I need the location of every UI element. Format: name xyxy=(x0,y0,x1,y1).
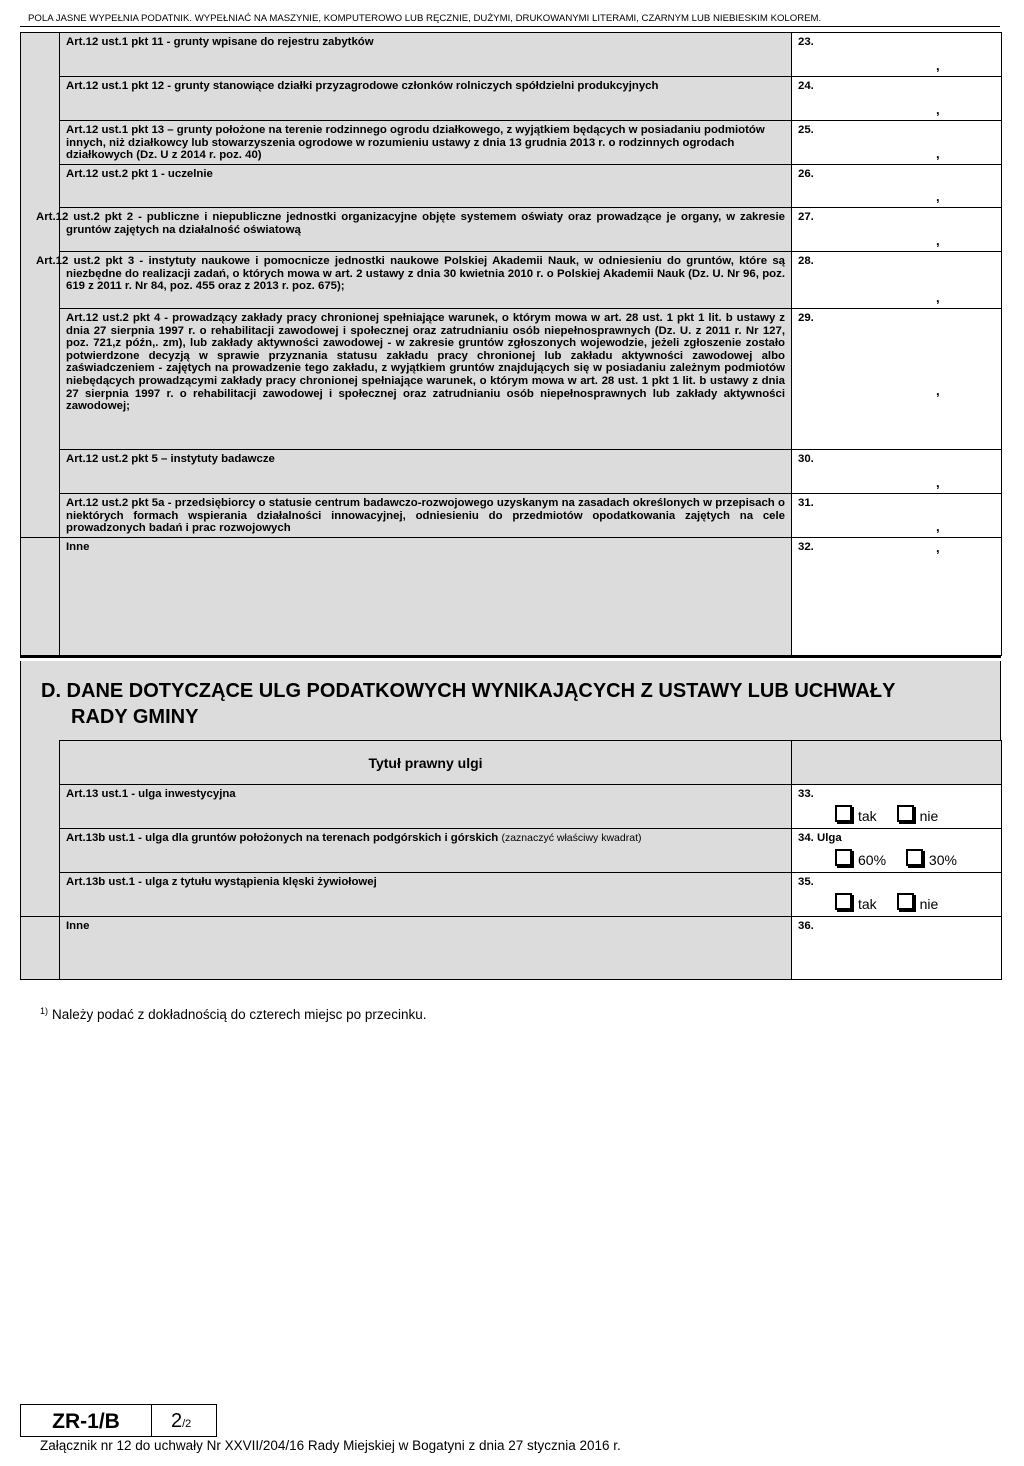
table-row xyxy=(21,494,1002,538)
decimal-separator: , xyxy=(936,475,940,491)
decimal-separator: , xyxy=(936,102,940,118)
field-number: 32. xyxy=(798,541,814,553)
field-27[interactable] xyxy=(792,208,1002,252)
checkbox-icon[interactable] xyxy=(835,805,852,822)
relief-label xyxy=(60,829,792,873)
other-exemption-label: Inne xyxy=(60,538,792,656)
row-gutter xyxy=(21,538,60,656)
exemption-label: Art.12 ust.1 pkt 12 - grunty stanowiące działki przyzagrodowe członków rolniczych spółdzielni produkcyjnych xyxy=(60,77,792,121)
field-28[interactable] xyxy=(792,252,1002,309)
decimal-separator: , xyxy=(936,290,940,306)
option-30[interactable] xyxy=(906,849,957,867)
field-number: 33. xyxy=(798,788,814,800)
exemption-label: Art.12 ust.2 pkt 2 - publiczne i niepubliczne jednostki organizacyjne objęte systemem oświaty oraz prowadzące je organy, w zakresie gruntów zajętych na działalność oświatową xyxy=(60,208,792,252)
field-number: 25. xyxy=(798,124,814,136)
field-number: 23. xyxy=(798,36,814,48)
option-group xyxy=(798,893,995,911)
field-24[interactable] xyxy=(792,77,1002,121)
option-label: 30% xyxy=(928,852,957,868)
table-row xyxy=(21,33,1002,77)
field-number: 34. Ulga xyxy=(798,832,842,844)
exemption-label: Art.12 ust.2 pkt 5a - przedsiębiorcy o statusie centrum badawczo-rozwojowego uzyskanym na zasadach określonych w przepisach o niektórych formach wspierania działalności innowacyjnej, odniesieniu do przedmiotów opodatkowania zajętych na cele prowadzonych badań i prac rozwojowych xyxy=(60,494,792,538)
field-25[interactable] xyxy=(792,121,1002,165)
table-header-row xyxy=(21,741,1002,785)
option-label: nie xyxy=(919,896,939,912)
option-tak[interactable] xyxy=(835,805,877,823)
checkbox-icon[interactable] xyxy=(897,893,914,910)
section-d-title-line2: RADY GMINY xyxy=(71,706,199,728)
section-d-title xyxy=(41,678,981,730)
exemption-label: Art.12 ust.2 pkt 5 – instytuty badawcze xyxy=(60,450,792,494)
relief-label-text: Art.13b ust.1 - ulga dla gruntów położonych na terenach podgórskich i górskich xyxy=(66,832,499,844)
option-group xyxy=(798,805,995,823)
exemption-label: Art.12 ust.2 pkt 4 - prowadzący zakłady pracy chronionej spełniające warunek, o którym mowa w art. 28 ust. 1 pkt 1 lit. b ustawy z dnia 27 sierpnia 1997 r. o rehabilitacji zawodowej i społecznej oraz zatrudnianiu osób niepełnosprawnych (Dz. U. z 2011 r. Nr 127, poz. 721,z późn,. zm), lub zakłady aktywności zawodowej - w zakresie gruntów zgłoszonych wojewodzie, jeżeli zgłoszenie zostało potwierdzone decyzją w sprawie przyznania statusu zakładu pracy chronionej lub zakładu aktywności zawodowej albo zaświadczeniem - zajętych na prowadzenie tego zakładu, z wyjątkiem gruntów znajdujących się w posiadaniu zależnym podmiotów niebędących prowadzącymi zakłady pracy chronionej spełniające warunek, o którym mowa w art. 28 ust. 1 pkt 1 lit. b ustawy z dnia 27 sierpnia 1997 r. o rehabilitacji zawodowej i społecznej oraz zatrudnianiu osób niepełnosprawnych lub zakłady aktywności zawodowej; xyxy=(60,309,792,450)
option-nie[interactable] xyxy=(897,805,939,823)
checkbox-icon[interactable] xyxy=(835,849,852,866)
field-32[interactable] xyxy=(792,538,1002,656)
decimal-separator: , xyxy=(936,540,940,555)
field-number: 28. xyxy=(798,255,814,267)
field-36[interactable] xyxy=(792,917,1002,980)
row-gutter xyxy=(21,741,60,917)
field-number: 27. xyxy=(798,211,814,223)
field-33[interactable] xyxy=(792,785,1002,829)
section-c-exemptions-table xyxy=(20,32,1002,656)
decimal-separator: , xyxy=(936,383,940,398)
other-relief-label: Inne xyxy=(60,917,792,980)
row-gutter xyxy=(21,917,60,980)
table-row xyxy=(21,165,1002,208)
field-number: 31. xyxy=(798,497,814,509)
table-row xyxy=(21,309,1002,450)
exemption-label: Art.12 ust.1 pkt 11 - grunty wpisane do rejestru zabytków xyxy=(60,33,792,77)
field-31[interactable] xyxy=(792,494,1002,538)
decimal-separator: , xyxy=(936,519,940,535)
checkbox-icon[interactable] xyxy=(897,805,914,822)
option-tak[interactable] xyxy=(835,893,877,911)
option-label: 60% xyxy=(858,852,887,868)
checkbox-icon[interactable] xyxy=(906,849,923,866)
column-header-empty xyxy=(792,741,1002,785)
field-number: 24. xyxy=(798,80,814,92)
page-number xyxy=(171,1408,191,1437)
option-60[interactable] xyxy=(835,849,886,867)
table-row xyxy=(21,917,1002,980)
legal-basis-note: Załącznik nr 12 do uchwały Nr XXVII/204/16 Rady Miejskiej w Bogatyni z dnia 27 stycznia 2016 r. xyxy=(40,1438,621,1453)
relief-label: Art.13b ust.1 - ulga z tytułu wystąpienia klęski żywiołowej xyxy=(60,873,792,917)
decimal-separator: , xyxy=(936,58,940,74)
option-group xyxy=(798,849,995,867)
section-d-relief-table xyxy=(20,740,1002,980)
option-label: tak xyxy=(858,896,877,912)
exemption-label: Art.12 ust.2 pkt 1 - uczelnie xyxy=(60,165,792,208)
relief-note: (zaznaczyć właściwy kwadrat) xyxy=(501,832,642,844)
table-row xyxy=(21,208,1002,252)
top-divider xyxy=(20,26,1000,27)
option-label: nie xyxy=(919,808,939,824)
form-instruction: POLA JASNE WYPEŁNIA PODATNIK. WYPEŁNIAĆ NA MASZYNIE, KOMPUTEROWO LUB RĘCZNIE, DUŻYMI, DRUKOWANYMI LITERAMI, CZARNYM LUB NIEBIESKIM KOLOREM. xyxy=(28,13,822,24)
field-number: 29. xyxy=(798,312,814,324)
table-row xyxy=(21,450,1002,494)
decimal-separator: , xyxy=(936,146,940,162)
table-row xyxy=(21,77,1002,121)
field-number: 30. xyxy=(798,453,814,465)
exemption-label: Art.12 ust.1 pkt 13 – grunty położone na terenie rodzinnego ogrodu działkowego, z wyjątkiem będących w posiadaniu podmiotów innych, niż działkowcy lub stowarzyszenia ogrodowe w rozumieniu ustawy z dnia 13 grudnia 2013 r. o rodzinnych ogrodach działkowych (Dz. U z 2014 r. poz. 40) xyxy=(60,121,792,165)
field-26[interactable] xyxy=(792,165,1002,208)
option-nie[interactable] xyxy=(897,893,939,911)
section-d-title-line1: D. DANE DOTYCZĄCE ULG PODATKOWYCH WYNIKAJĄCYCH Z USTAWY LUB UCHWAŁY xyxy=(41,680,896,702)
column-header: Tytuł prawny ulgi xyxy=(60,741,792,785)
page-total: /2 xyxy=(182,1418,192,1430)
field-34[interactable] xyxy=(792,829,1002,873)
form-identifier-box xyxy=(20,1404,217,1437)
table-row xyxy=(21,873,1002,917)
field-30[interactable] xyxy=(792,450,1002,494)
form-code: ZR-1/B xyxy=(21,1405,152,1436)
option-label: tak xyxy=(858,808,877,824)
section-divider xyxy=(20,655,1001,658)
field-29[interactable] xyxy=(792,309,1002,450)
field-23[interactable] xyxy=(792,33,1002,77)
field-number: 36. xyxy=(798,920,814,932)
exemption-label: Art.12 ust.2 pkt 3 - instytuty naukowe i pomocnicze jednostki naukowe Polskiej Akademii Nauk, w odniesieniu do gruntów, które są niezbędne do realizacji zadań, o których mowa w art. 2 ustawy z dnia 30 kwietnia 2010 r. o Polskiej Akademii Nauk (Dz. U. Nr 96, poz. 619 z 2011 r. Nr 84, poz. 455 oraz z 2013 r. poz. 675); xyxy=(60,252,792,309)
field-number: 35. xyxy=(798,876,814,888)
row-gutter xyxy=(21,33,60,538)
table-row xyxy=(21,252,1002,309)
relief-label: Art.13 ust.1 - ulga inwestycyjna xyxy=(60,785,792,829)
footnote xyxy=(40,1006,426,1022)
checkbox-icon[interactable] xyxy=(835,893,852,910)
decimal-separator: , xyxy=(936,189,940,205)
table-row xyxy=(21,121,1002,165)
footnote-text: Należy podać z dokładnością do czterech miejsc po przecinku. xyxy=(52,1007,427,1022)
table-row xyxy=(21,538,1002,656)
table-row xyxy=(21,785,1002,829)
field-number: 26. xyxy=(798,168,814,180)
field-35[interactable] xyxy=(792,873,1002,917)
section-d-header xyxy=(20,661,1001,741)
decimal-separator: , xyxy=(936,233,940,249)
table-row xyxy=(21,829,1002,873)
footnote-marker: 1) xyxy=(40,1006,49,1016)
page-current: 2 xyxy=(171,1410,183,1432)
